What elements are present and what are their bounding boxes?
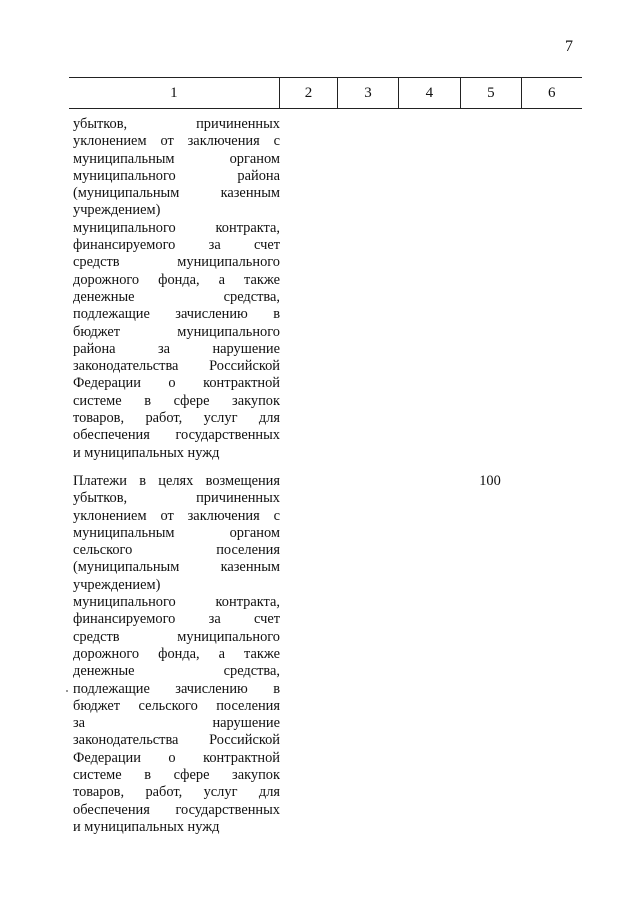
column-header-6: 6 [521, 78, 582, 109]
text-line: законодательства Российской [73, 732, 280, 749]
text-line: подлежащие зачислению в [73, 680, 280, 697]
table-row-description [73, 116, 280, 462]
column-header-table [69, 77, 582, 109]
text-line: финансируемого за счет [73, 237, 280, 254]
text-line: системе в сфере закупок [73, 767, 280, 784]
table-row-description [73, 473, 280, 836]
text-line: бюджет муниципального [73, 323, 280, 340]
column-header-3: 3 [338, 78, 398, 109]
table-row-value-col5: 100 [479, 473, 501, 489]
column-header-2: 2 [279, 78, 337, 109]
text-line: товаров, работ, услуг для [73, 410, 280, 427]
text-line: подлежащие зачислению в [73, 306, 280, 323]
text-line: Федерации о контрактной [73, 375, 280, 392]
text-line: товаров, работ, услуг для [73, 784, 280, 801]
text-line: уклонением от заключения с [73, 133, 280, 150]
text-line: убытков, причиненных [73, 116, 280, 132]
column-header-row [69, 78, 582, 109]
text-line: (муниципальным казенным [73, 185, 280, 202]
text-line: денежные средства, [73, 663, 280, 680]
text-line: муниципальным органом [73, 524, 280, 541]
column-header-1: 1 [69, 78, 279, 109]
text-line: муниципального района [73, 167, 280, 184]
text-line: обеспечения государственных [73, 801, 280, 818]
text-line: муниципального контракта, [73, 594, 280, 611]
text-line: средств муниципального [73, 254, 280, 271]
text-line: дорожного фонда, а также [73, 645, 280, 662]
text-line: за нарушение [73, 715, 280, 732]
text-line: муниципальным органом [73, 150, 280, 167]
text-line: обеспечения государственных [73, 427, 280, 444]
text-line: бюджет сельского поселения [73, 697, 280, 714]
page-number: 7 [565, 38, 573, 55]
text-line: системе в сфере закупок [73, 392, 280, 409]
column-header-4: 4 [398, 78, 460, 109]
text-line: Федерации о контрактной [73, 749, 280, 766]
scan-speck [66, 690, 68, 692]
text-line: сельского поселения [73, 542, 280, 559]
text-line: района за нарушение [73, 340, 280, 357]
text-line: Платежи в целях возмещения [73, 473, 280, 489]
text-line: денежные средства, [73, 288, 280, 305]
text-line: (муниципальным казенным [73, 559, 280, 576]
text-line: финансируемого за счет [73, 611, 280, 628]
text-line: и муниципальных нужд [73, 818, 220, 835]
text-line: дорожного фонда, а также [73, 271, 280, 288]
text-line: муниципального контракта, [73, 219, 280, 236]
text-line: учреждением) [73, 202, 161, 219]
text-line: учреждением) [73, 576, 161, 593]
column-header-5: 5 [461, 78, 521, 109]
text-line: убытков, причиненных [73, 490, 280, 507]
text-line: законодательства Российской [73, 358, 280, 375]
text-line: уклонением от заключения с [73, 507, 280, 524]
text-line: средств муниципального [73, 628, 280, 645]
text-line: и муниципальных нужд [73, 444, 220, 461]
